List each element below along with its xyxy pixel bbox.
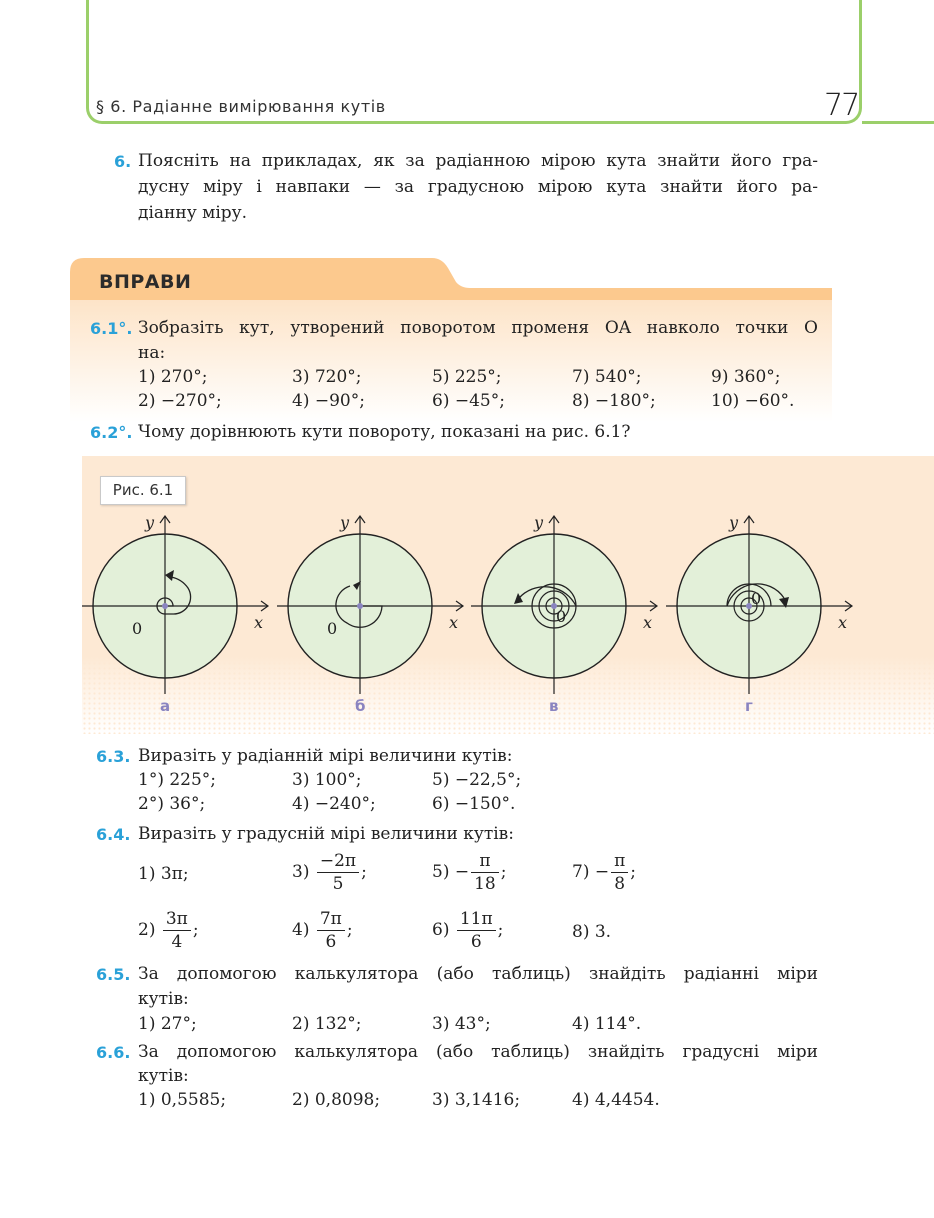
answer-item: 7) 540°; [572, 367, 642, 387]
exercise-number: 6.3. [96, 747, 131, 766]
answer-item [138, 908, 199, 953]
fraction-sign: − [454, 862, 470, 882]
answer-item: 3) 100°; [292, 770, 362, 790]
answer-item: 1) 0,5585; [138, 1090, 227, 1110]
exercise-text: Чому дорівнюють кути повороту, показані на рис. 6.1? [138, 422, 631, 442]
exercise-text: Виразіть у радіанній мірі величини кутів: [138, 746, 513, 766]
y-axis-label: y [145, 513, 155, 532]
fraction-numerator: π [611, 850, 628, 873]
figure-sublabel: г [745, 697, 753, 715]
answer-item: 8) −180°; [572, 391, 656, 411]
answer-item: 4) −240°; [292, 794, 376, 814]
item-tail: ; [497, 920, 504, 940]
exercise-number: 6.6. [96, 1043, 131, 1062]
item-expression: 3π; [160, 864, 189, 884]
origin-point [162, 603, 168, 609]
answer-item: 3) 720°; [292, 367, 362, 387]
item-tail: ; [346, 920, 353, 940]
page-number: 77 [824, 88, 859, 123]
origin-label: 0 [556, 607, 567, 626]
fraction [163, 908, 191, 953]
fraction-denominator: 4 [171, 932, 183, 952]
x-axis-label: x [449, 613, 459, 632]
item-label: 8) [572, 922, 590, 942]
fraction-sign: − [594, 862, 610, 882]
y-axis-label: y [729, 513, 739, 532]
fraction-numerator: π [471, 850, 499, 873]
fraction-numerator: −2π [317, 850, 359, 873]
fraction [457, 908, 496, 953]
question-line: діанну міру. [138, 203, 248, 223]
origin-label: 0 [751, 589, 762, 608]
item-tail: ; [192, 920, 199, 940]
item-expression: 3. [594, 922, 612, 942]
fraction-denominator: 18 [474, 874, 496, 894]
figure-caption: Рис. 6.1 [100, 476, 186, 505]
answer-item: 5) −22,5°; [432, 770, 522, 790]
fraction-numerator: 7π [317, 908, 345, 931]
fraction-denominator: 6 [470, 932, 482, 952]
x-axis-label: x [838, 613, 848, 632]
answer-item: 6) −45°; [432, 391, 505, 411]
answer-item: 1°) 225°; [138, 770, 217, 790]
answer-item: 2) 0,8098; [292, 1090, 381, 1110]
answer-item: 6) −150°. [432, 794, 516, 814]
item-label: 7) [572, 862, 590, 882]
header-rule [862, 121, 934, 124]
fraction-denominator: 6 [325, 932, 337, 952]
answer-item: 9) 360°; [711, 367, 781, 387]
answer-item: 4) −90°; [292, 391, 365, 411]
item-label: 3) [292, 862, 310, 882]
exercise-text: кутів: [138, 989, 189, 1009]
figure-sublabel: б [355, 697, 366, 715]
question-number: 6. [114, 152, 132, 171]
fraction [471, 850, 499, 895]
fraction-numerator: 3π [163, 908, 191, 931]
exercise-number: 6.4. [96, 825, 131, 844]
origin-point [357, 603, 363, 609]
question-line: Поясніть на прикладах, як за радіанною мірою кута знайти його гра- [138, 151, 818, 171]
rotation-diagram-b [267, 508, 467, 720]
fraction [317, 850, 359, 895]
answer-item: 2) 132°; [292, 1014, 362, 1034]
answer-item [572, 850, 636, 895]
answer-item [432, 908, 503, 953]
exercise-text: Зобразіть кут, утворений поворотом променя OA навколо точки O [138, 318, 818, 338]
item-label: 6) [432, 920, 450, 940]
exercise-text: на: [138, 343, 166, 363]
item-label: 1) [138, 864, 156, 884]
rotation-diagram-g [656, 508, 856, 720]
answer-item [432, 850, 506, 895]
fraction-denominator: 8 [614, 874, 626, 894]
answer-item [292, 908, 353, 953]
y-axis-label: y [534, 513, 544, 532]
exercise-number: 6.1°. [90, 319, 133, 338]
figure-sublabel: в [549, 697, 559, 715]
rotation-diagram-v [461, 508, 661, 720]
exercise-text: За допомогою калькулятора (або таблиць) знайдіть градусні міри [138, 1042, 818, 1062]
figure-sublabel: а [160, 697, 171, 715]
item-label: 2) [138, 920, 156, 940]
x-axis-label: x [643, 613, 653, 632]
item-tail: ; [630, 862, 637, 882]
answer-item: 4) 4,4454. [572, 1090, 660, 1110]
rotation-diagram-a [72, 508, 272, 720]
answer-item: 1) 270°; [138, 367, 208, 387]
fraction-numerator: 11π [457, 908, 496, 931]
answer-item [572, 920, 611, 944]
answer-item [138, 862, 189, 886]
answer-item [292, 850, 367, 895]
exercise-number: 6.2°. [90, 423, 133, 442]
item-label: 5) [432, 862, 450, 882]
answer-item: 3) 3,1416; [432, 1090, 521, 1110]
item-tail: ; [500, 862, 507, 882]
answer-item: 5) 225°; [432, 367, 502, 387]
item-tail: ; [361, 862, 367, 882]
answer-item: 4) 114°. [572, 1014, 642, 1034]
fraction-denominator: 5 [332, 874, 344, 894]
x-axis-label: x [254, 613, 264, 632]
exercise-text: Виразіть у градусній мірі величини кутів: [138, 824, 514, 844]
exercise-text: кутів: [138, 1066, 189, 1086]
origin-label: 0 [132, 619, 143, 638]
running-header: § 6. Радіанне вимірювання кутів [96, 97, 386, 116]
answer-item: 1) 27°; [138, 1014, 197, 1034]
answer-item: 10) −60°. [711, 391, 795, 411]
question-line: дусну міру і навпаки — за градусною мірою кута знайти його ра- [138, 177, 818, 197]
fraction [611, 850, 628, 895]
fraction [317, 908, 345, 953]
y-axis-label: y [340, 513, 350, 532]
answer-item: 2) −270°; [138, 391, 222, 411]
origin-label: 0 [327, 619, 338, 638]
answer-item: 3) 43°; [432, 1014, 491, 1034]
exercise-number: 6.5. [96, 965, 131, 984]
exercises-title: ВПРАВИ [99, 271, 192, 293]
item-label: 4) [292, 920, 310, 940]
exercise-text: За допомогою калькулятора (або таблиць) знайдіть радіанні міри [138, 964, 818, 984]
answer-item: 2°) 36°; [138, 794, 206, 814]
